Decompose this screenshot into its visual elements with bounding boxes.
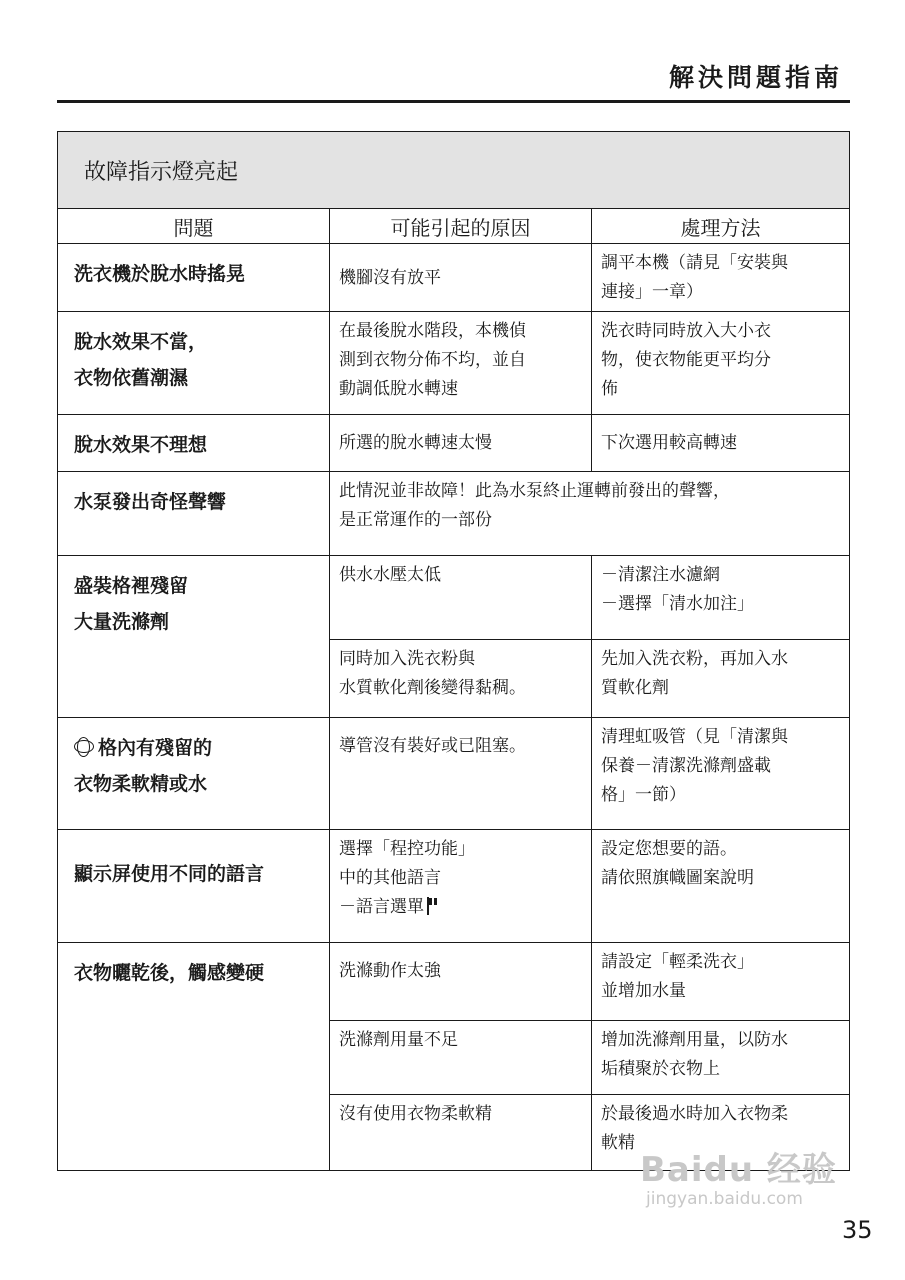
fix-text: 於最後過水時加入衣物柔 (601, 1104, 788, 1124)
cause-cell (330, 1021, 592, 1095)
fix-text: 洗衣時同時放入大小衣 (601, 321, 771, 341)
page-header-title: 解決問題指南 (668, 63, 843, 92)
watermark-url: jingyan.baidu.com (646, 1189, 803, 1209)
cause-cell (330, 640, 592, 718)
problem-text: 顯示屏使用不同的語言 (74, 863, 265, 885)
troubleshooting-table (57, 131, 850, 1171)
cause-text: 沒有使用衣物柔軟精 (339, 1104, 492, 1124)
problem-text: 脫水效果不當， (74, 331, 208, 353)
fix-text: 並增加水量 (601, 981, 686, 1001)
fix-text: 下次選用較高轉速 (601, 433, 737, 453)
problem-text: 衣物依舊潮濕 (74, 367, 189, 389)
problem-text: 衣物曬乾後，觸感變硬 (74, 962, 265, 984)
table-row (58, 556, 850, 640)
merged-explanation-cell (330, 472, 850, 556)
problem-text: 衣物柔軟精或水 (74, 773, 208, 795)
table-banner: 故障指示燈亮起 (58, 132, 850, 209)
fix-text: 物，使衣物能更平均分 (601, 350, 771, 370)
fix-cell (592, 943, 850, 1021)
cause-text: 所選的脫水轉速太慢 (339, 433, 492, 453)
fix-text: －清潔注水濾網 (601, 565, 720, 585)
explanation-text: 此情況並非故障！此為水泵終止運轉前發出的聲響， (339, 481, 730, 501)
problem-text: 格內有殘留的 (98, 737, 213, 759)
cause-text: 動調低脫水轉速 (339, 379, 458, 399)
fix-text: 請設定「輕柔洗衣」 (601, 952, 754, 972)
page-number: 35 (842, 1216, 873, 1244)
problem-text: 盛裝格裡殘留 (74, 575, 189, 597)
cause-text-with-icon (339, 893, 583, 922)
table-row (58, 472, 850, 556)
problem-text: 洗衣機於脫水時搖晃 (74, 263, 246, 285)
fix-cell (592, 830, 850, 943)
fix-text: 軟精 (601, 1133, 635, 1153)
fix-text: 佈 (601, 379, 618, 399)
fix-text: 保養－清潔洗滌劑盛載 (601, 756, 771, 776)
fix-text: －選擇「清水加注」 (601, 594, 754, 614)
fix-text: 調平本機（請見「安裝與 (601, 253, 788, 273)
problem-cell (58, 556, 330, 718)
cause-text: 水質軟化劑後變得黏稠。 (339, 678, 526, 698)
problem-cell (58, 312, 330, 415)
fix-text: 連接」一章） (601, 282, 703, 302)
fix-text: 先加入洗衣粉，再加入水 (601, 649, 788, 669)
flag-icon (426, 897, 440, 915)
cause-cell (330, 1095, 592, 1171)
fix-cell (592, 415, 850, 472)
cause-text: 同時加入洗衣粉與 (339, 649, 475, 669)
fix-text: 增加洗滌劑用量，以防水 (601, 1030, 788, 1050)
cause-text: 洗滌動作太強 (339, 961, 441, 981)
column-header-problem: 問題 (58, 209, 330, 244)
cause-text: 導管沒有裝好或已阻塞。 (339, 736, 526, 756)
explanation-text: 是正常運作的一部份 (339, 510, 492, 530)
cause-cell (330, 415, 592, 472)
problem-cell (58, 415, 330, 472)
cause-cell (330, 830, 592, 943)
problem-cell (58, 943, 330, 1171)
cause-cell (330, 556, 592, 640)
fix-text: 質軟化劑 (601, 678, 669, 698)
cause-text: －語言選單 (339, 897, 424, 917)
column-header-cause: 可能引起的原因 (330, 209, 592, 244)
problem-text-with-icon (74, 730, 319, 766)
fix-text: 清理虹吸管（見「清潔與 (601, 727, 788, 747)
watermark-brand: Baidu 经验 (640, 1150, 837, 1190)
table-row (58, 415, 850, 472)
cause-text: 測到衣物分佈不均，並自 (339, 350, 526, 370)
fix-cell (592, 556, 850, 640)
fix-text: 垢積聚於衣物上 (601, 1059, 720, 1079)
fix-cell (592, 718, 850, 830)
fix-cell (592, 1021, 850, 1095)
cause-cell (330, 718, 592, 830)
table-row (58, 312, 850, 415)
table-row (58, 830, 850, 943)
problem-text: 大量洗滌劑 (74, 611, 170, 633)
fix-text: 設定您想要的語。 (601, 839, 737, 859)
problem-cell (58, 718, 330, 830)
table-row (58, 943, 850, 1021)
cause-text: 選擇「程控功能」 (339, 839, 475, 859)
problem-cell (58, 830, 330, 943)
problem-text: 水泵發出奇怪聲響 (74, 491, 227, 513)
cause-text: 機腳沒有放平 (339, 267, 441, 288)
flower-icon (74, 737, 94, 757)
header-divider (57, 100, 850, 103)
fix-text: 格」一節） (601, 785, 686, 805)
cause-text: 供水水壓太低 (339, 565, 441, 585)
fix-cell (592, 312, 850, 415)
cause-cell (330, 244, 592, 312)
cause-text: 中的其他語言 (339, 868, 441, 888)
column-header-fix: 處理方法 (592, 209, 850, 244)
fix-cell (592, 244, 850, 312)
problem-cell (58, 244, 330, 312)
table-row (58, 244, 850, 312)
table-row (58, 718, 850, 830)
cause-text: 洗滌劑用量不足 (339, 1030, 458, 1050)
cause-cell (330, 312, 592, 415)
fix-cell (592, 640, 850, 718)
baidu-watermark (640, 1142, 837, 1209)
problem-cell (58, 472, 330, 556)
fix-text: 請依照旗幟圖案說明 (601, 868, 754, 888)
problem-text: 脫水效果不理想 (74, 434, 208, 456)
cause-cell (330, 943, 592, 1021)
cause-text: 在最後脫水階段，本機偵 (339, 321, 526, 341)
